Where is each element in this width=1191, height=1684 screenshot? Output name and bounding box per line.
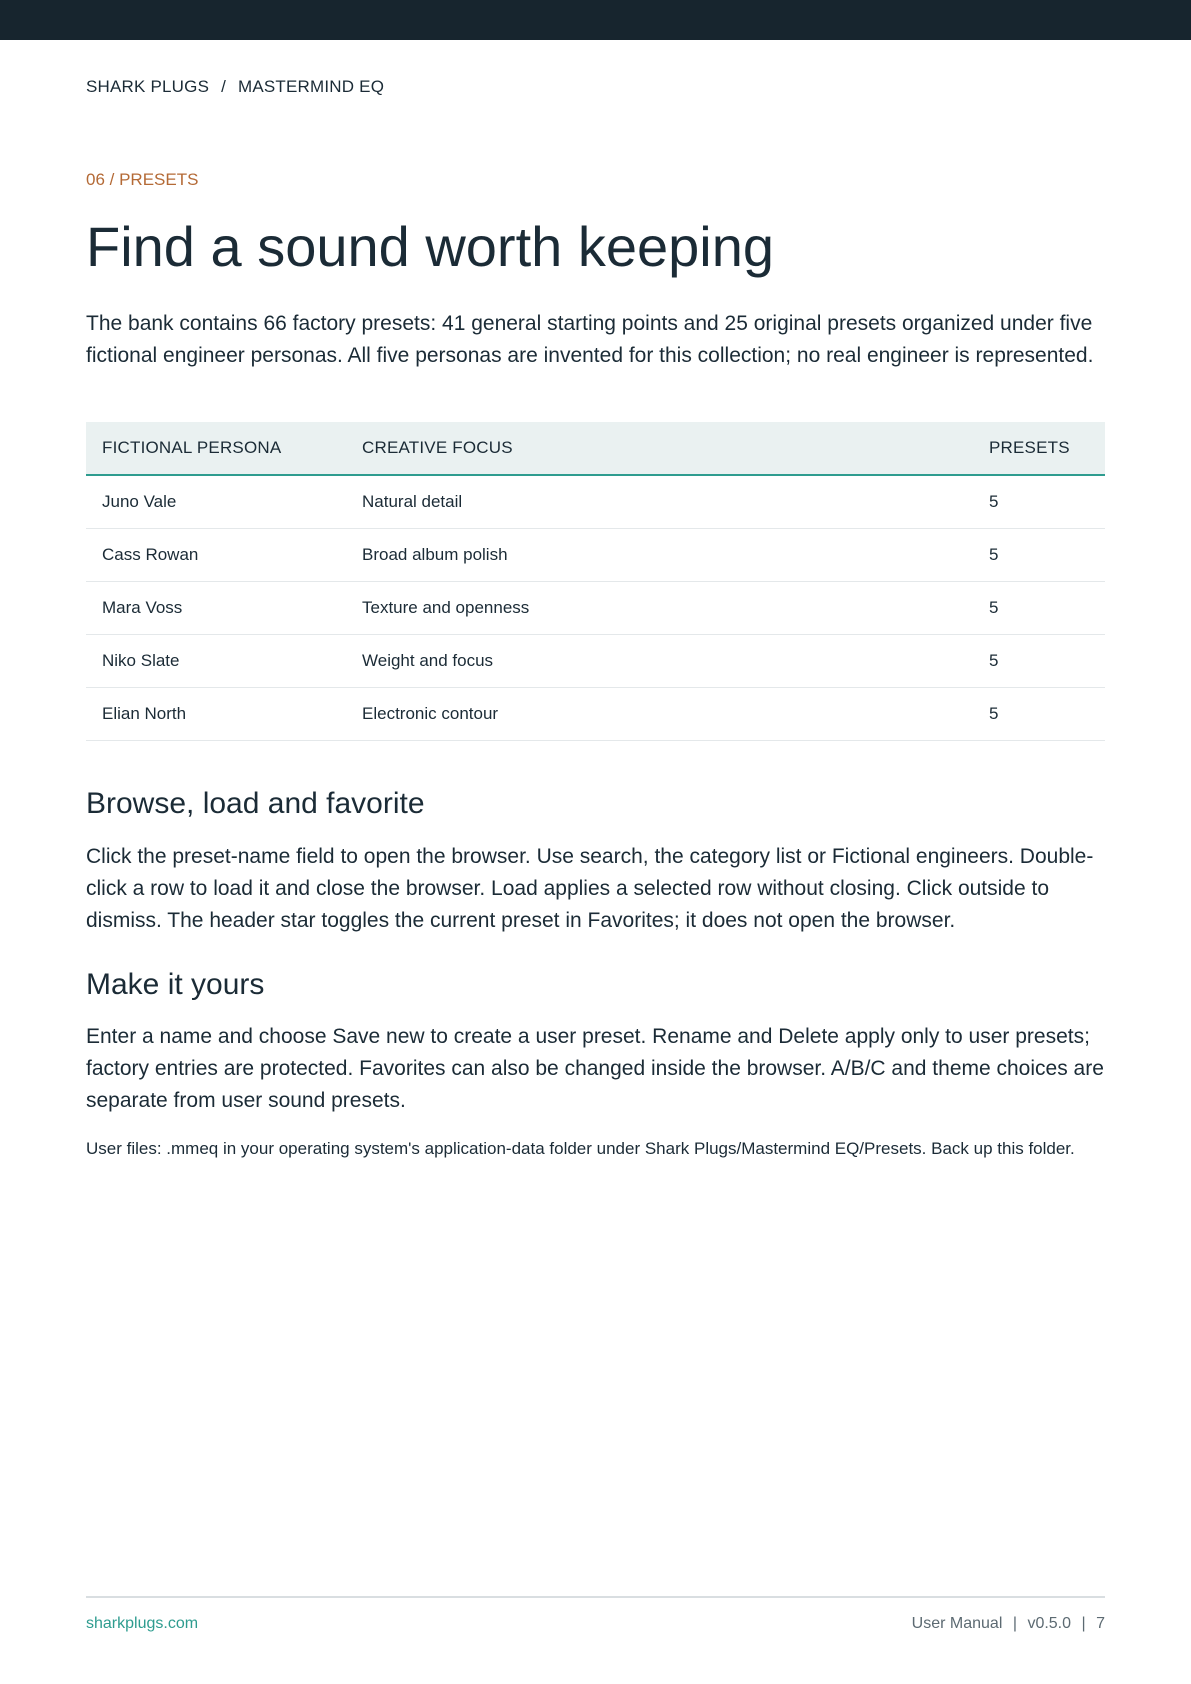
breadcrumb [86,77,384,97]
website-link[interactable]: sharkplugs.com [86,1615,199,1632]
version-label: v0.5.0 [1027,1615,1072,1632]
table-header-row [86,422,1105,475]
persona-cell: Cass Rowan [86,529,346,582]
breadcrumb-product: MASTERMIND EQ [237,77,385,96]
user-files-note: User files: .mmeq in your operating system's application-data folder under Shark Plugs/Mastermind EQ/Presets. Back up this folder. [86,1139,1075,1158]
page-number: 7 [1096,1615,1105,1632]
presets-cell: 5 [973,582,1105,635]
presets-cell: 5 [973,529,1105,582]
column-header-persona: FICTIONAL PERSONA [86,422,346,475]
footer-separator: | [1012,1615,1017,1632]
presets-cell: 5 [973,688,1105,741]
table-row [86,582,1105,635]
persona-cell: Juno Vale [86,475,346,529]
presets-cell: 5 [973,475,1105,529]
persona-cell: Niko Slate [86,635,346,688]
table-row [86,635,1105,688]
table-row [86,475,1105,529]
make-yours-heading: Make it yours [86,968,265,1001]
column-header-focus: CREATIVE FOCUS [346,422,973,475]
footer-meta [912,1615,1105,1633]
document-label: User Manual [911,1615,1003,1632]
presets-cell: 5 [973,635,1105,688]
browse-paragraph: Click the preset-name field to open the browser. Use search, the category list or Fictional engineers. Double-click a row to load it and close the browser. Load applies a selected row without closing. Click outside to dismiss. The header star toggles the current preset in Favorites; it does not open the browser. [86,845,1094,932]
persona-cell: Mara Voss [86,582,346,635]
top-bar [0,0,1191,40]
column-header-presets: PRESETS [973,422,1105,475]
persona-cell: Elian North [86,688,346,741]
breadcrumb-brand: SHARK PLUGS [86,77,210,96]
footer-divider [86,1596,1105,1598]
focus-cell: Texture and openness [346,582,973,635]
breadcrumb-separator: / [221,77,227,96]
footer-separator: | [1081,1615,1086,1632]
focus-cell: Weight and focus [346,635,973,688]
persona-table [86,422,1105,741]
table-row [86,529,1105,582]
intro-paragraph: The bank contains 66 factory presets: 41 general starting points and 25 original presets organized under five fictional engineer personas. All five personas are invented for this collection; no real engineer is represented. [86,312,1094,367]
focus-cell: Broad album polish [346,529,973,582]
focus-cell: Electronic contour [346,688,973,741]
make-yours-paragraph: Enter a name and choose Save new to create a user preset. Rename and Delete apply only to user presets; factory entries are protected. Favorites can also be changed inside the browser. A/B/C and theme choices are separate from user sound presets. [86,1025,1104,1112]
section-eyebrow: 06 / PRESETS [86,170,199,189]
page-title: Find a sound worth keeping [86,215,774,278]
focus-cell: Natural detail [346,475,973,529]
browse-heading: Browse, load and favorite [86,787,425,820]
table-row [86,688,1105,741]
